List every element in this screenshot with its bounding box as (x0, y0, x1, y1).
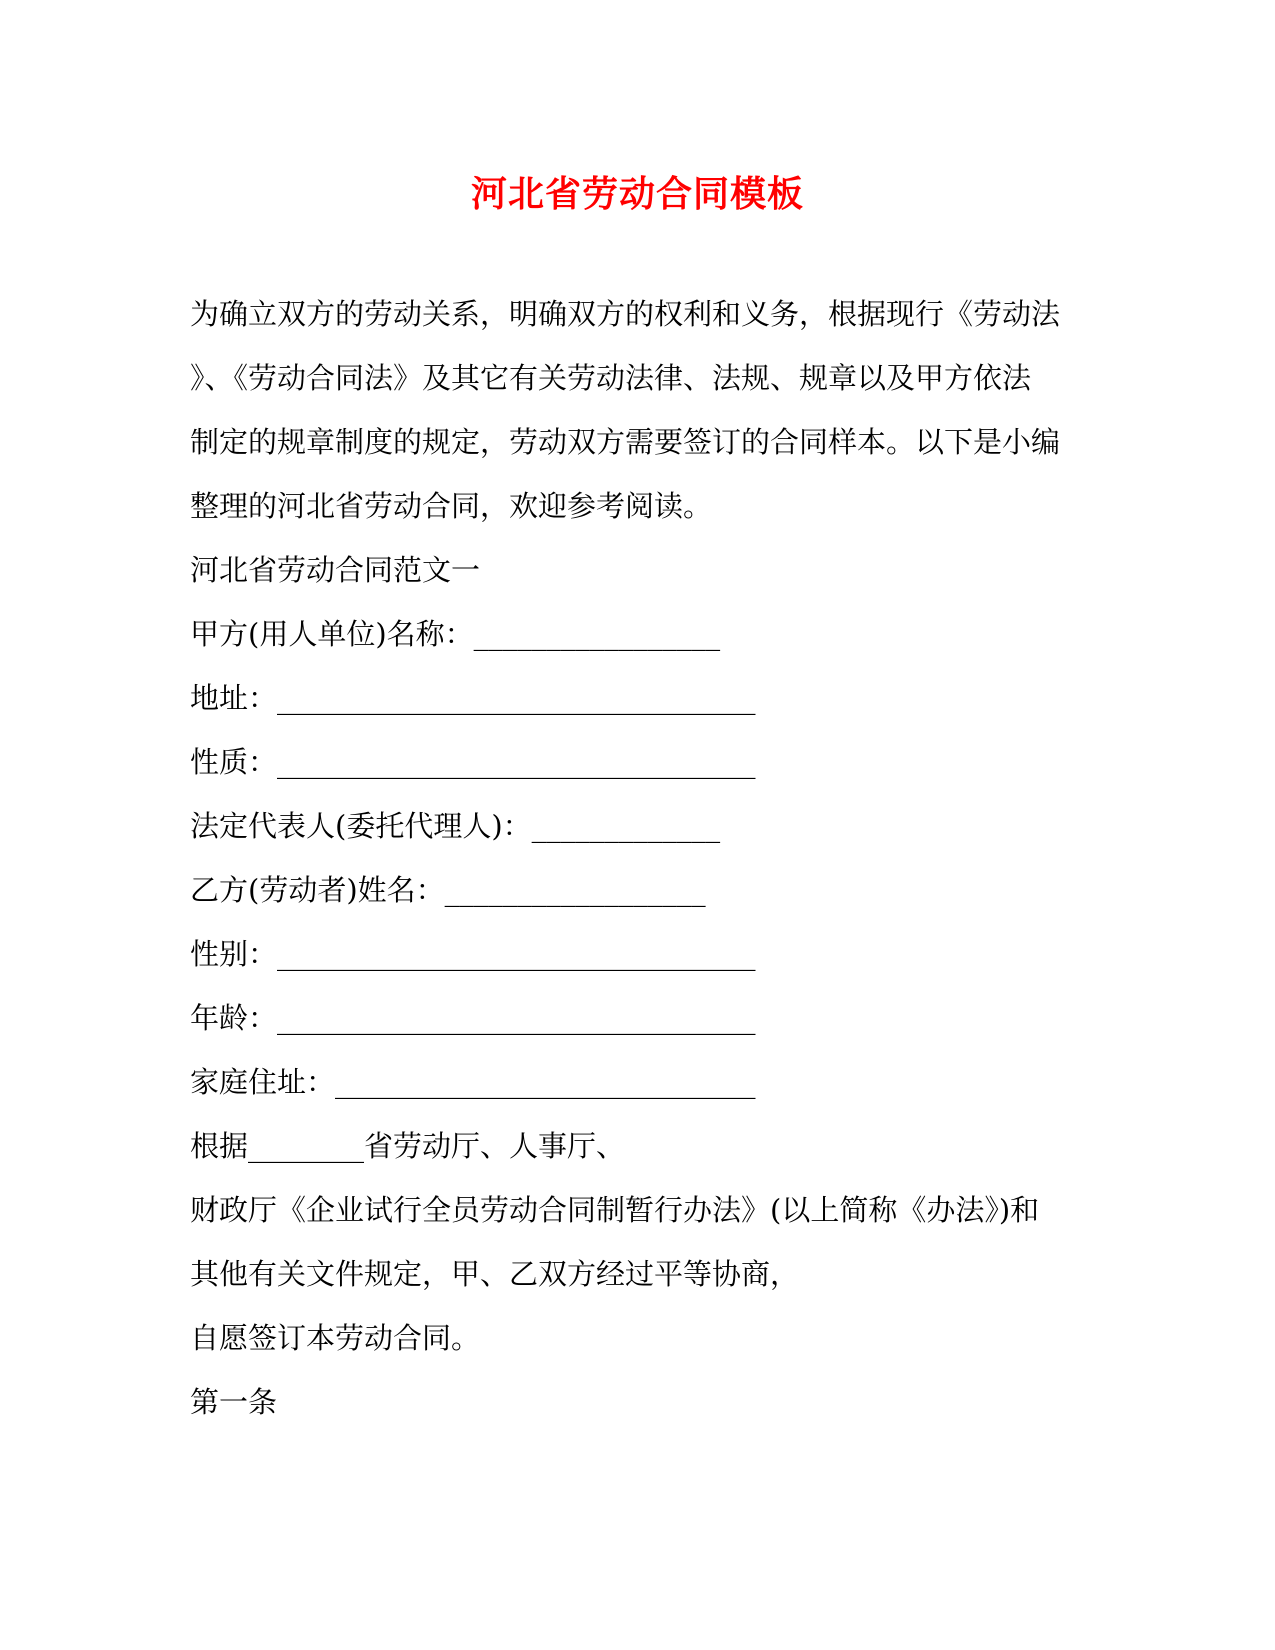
nature-field: 性质：_________________________________ (190, 745, 756, 779)
basis-line-2: 财政厅《企业试行全员劳动合同制暂行办法》(以上简称《办法》)和 (190, 1193, 1040, 1227)
intro-line-2: 》、《劳动合同法》及其它有关劳动法律、法规、规章以及甲方依法 (190, 361, 1032, 395)
party-a-name-field: 甲方(用人单位)名称：_________________ (190, 617, 721, 651)
intro-line-3: 制定的规章制度的规定，劳动双方需要签订的合同样本。以下是小编 (190, 425, 1061, 459)
basis-line-3: 其他有关文件规定，甲、乙双方经过平等协商， (190, 1257, 800, 1291)
document-body (190, 282, 1070, 1434)
intro-line-1: 为确立双方的劳动关系，明确双方的权利和义务，根据现行《劳动法 (190, 297, 1061, 331)
basis-line-4: 自愿签订本劳动合同。 (190, 1321, 481, 1355)
basis-line-1: 根据________省劳动厅、人事厅、 (190, 1129, 626, 1163)
section-heading: 河北省劳动合同范文一 (190, 553, 481, 587)
article-one-heading: 第一条 (190, 1385, 278, 1419)
address-field: 地址：_________________________________ (190, 681, 756, 715)
party-b-name-field: 乙方(劳动者)姓名：__________________ (190, 873, 706, 907)
document-title: 河北省劳动合同模板 (470, 173, 804, 215)
intro-line-4: 整理的河北省劳动合同，欢迎参考阅读。 (190, 489, 713, 523)
legal-representative-field: 法定代表人(委托代理人)：_____________ (190, 809, 721, 843)
home-address-field: 家庭住址：_____________________________ (190, 1065, 756, 1099)
gender-field: 性别：_________________________________ (190, 937, 756, 971)
age-field: 年龄：_________________________________ (190, 1001, 756, 1035)
